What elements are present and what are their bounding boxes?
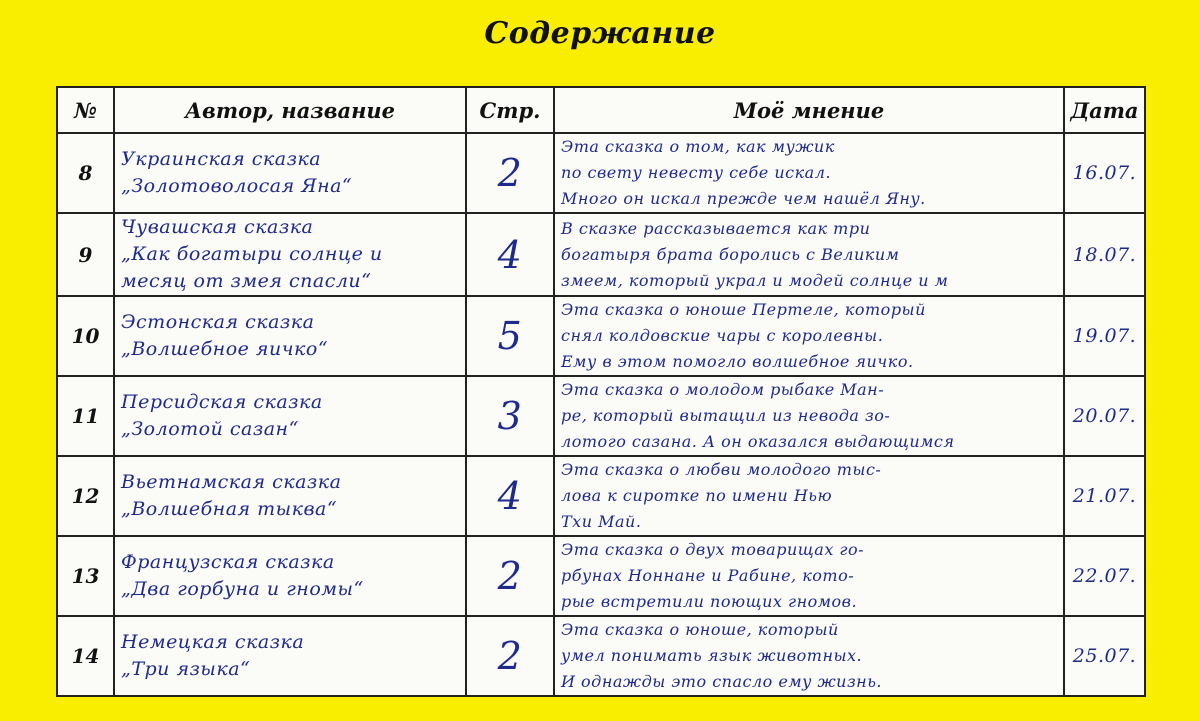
page-cell bbox=[466, 456, 554, 536]
table-row bbox=[57, 296, 1145, 376]
date-value: 25.07. bbox=[1072, 645, 1137, 667]
author-title-cell bbox=[114, 536, 466, 616]
author-title-line: „Золотой сазан“ bbox=[121, 418, 299, 440]
page-cell bbox=[466, 376, 554, 456]
opinion-line: Эта сказка о любви молодого тыс- bbox=[561, 460, 882, 479]
opinion-line: Ему в этом помогло волшебное яичко. bbox=[561, 352, 914, 371]
opinion-line: по свету невесту себе искал. bbox=[561, 163, 831, 182]
row-number: 14 bbox=[57, 616, 114, 696]
date-cell bbox=[1064, 616, 1145, 696]
opinion-line: Эта сказка о двух товарищах го- bbox=[561, 540, 865, 559]
page-number: 4 bbox=[497, 232, 523, 277]
table-row bbox=[57, 456, 1145, 536]
date-cell bbox=[1064, 376, 1145, 456]
author-title-line: „Три языка“ bbox=[121, 658, 251, 680]
header-date: Дата bbox=[1064, 87, 1145, 133]
page-title: Содержание bbox=[484, 16, 716, 51]
table-row bbox=[57, 133, 1145, 213]
date-value: 18.07. bbox=[1072, 243, 1137, 266]
author-title-line: „Два горбуна и гномы“ bbox=[121, 578, 364, 600]
opinion-line: ре, который вытащил из невода зо- bbox=[561, 406, 891, 425]
opinion-line: Эта сказка о юноше Пертеле, который bbox=[561, 300, 926, 319]
opinion-line: Эта сказка о том, как мужик bbox=[561, 137, 835, 156]
opinion-line: богатыря брата боролись с Великим bbox=[561, 244, 900, 264]
date-value: 21.07. bbox=[1072, 485, 1137, 507]
header-page: Стр. bbox=[466, 87, 554, 133]
page-number: 2 bbox=[497, 554, 523, 598]
author-title-line: „Как богатыри солнце и bbox=[121, 243, 383, 265]
date-cell bbox=[1064, 296, 1145, 376]
date-value: 20.07. bbox=[1072, 405, 1137, 427]
row-number: 10 bbox=[57, 296, 114, 376]
opinion-line: Эта сказка о юноше, который bbox=[561, 620, 839, 639]
table-row bbox=[57, 376, 1145, 456]
opinion-line: лотого сазана. А он оказался выдающимся bbox=[561, 432, 955, 451]
header-num: № bbox=[57, 87, 114, 133]
opinion-line: змеем, который украл и модей солнце и м bbox=[561, 270, 949, 290]
author-title-line: Чувашская сказка bbox=[121, 216, 314, 238]
author-title-cell bbox=[114, 456, 466, 536]
row-number: 12 bbox=[57, 456, 114, 536]
author-title-cell bbox=[114, 616, 466, 696]
author-title-line: Украинская сказка bbox=[121, 148, 322, 170]
author-title-line: Персидская сказка bbox=[121, 391, 323, 413]
opinion-cell bbox=[554, 536, 1064, 616]
row-number: 11 bbox=[57, 376, 114, 456]
page-cell bbox=[466, 213, 554, 296]
date-value: 19.07. bbox=[1072, 325, 1137, 347]
opinion-line: И однажды это спасло ему жизнь. bbox=[561, 672, 883, 691]
row-number: 8 bbox=[57, 133, 114, 213]
opinion-cell bbox=[554, 456, 1064, 536]
header-author: Автор, название bbox=[114, 87, 466, 133]
page-number: 5 bbox=[497, 314, 523, 358]
opinion-line: умел понимать язык животных. bbox=[561, 646, 863, 665]
page-number: 2 bbox=[497, 151, 523, 195]
author-title-cell bbox=[114, 133, 466, 213]
date-value: 16.07. bbox=[1072, 162, 1137, 184]
page-number: 2 bbox=[497, 634, 523, 678]
table-row bbox=[57, 536, 1145, 616]
reading-diary-table bbox=[56, 86, 1146, 697]
author-title-line: месяц от змея спасли“ bbox=[121, 270, 372, 292]
page-cell bbox=[466, 616, 554, 696]
date-cell bbox=[1064, 536, 1145, 616]
table-row bbox=[57, 213, 1145, 296]
author-title-line: Немецкая сказка bbox=[121, 631, 305, 653]
opinion-line: Эта сказка о молодом рыбаке Ман- bbox=[561, 380, 885, 399]
opinion-line: рбунах Ноннане и Рабине, кото- bbox=[561, 566, 855, 585]
page-cell bbox=[466, 296, 554, 376]
opinion-line: лова к сиротке по имени Нью bbox=[561, 486, 833, 505]
author-title-cell bbox=[114, 213, 466, 296]
page-number: 3 bbox=[497, 394, 523, 438]
table-header-row bbox=[57, 87, 1145, 133]
date-cell bbox=[1064, 133, 1145, 213]
opinion-cell bbox=[554, 133, 1064, 213]
header-opinion: Моё мнение bbox=[554, 87, 1064, 133]
opinion-cell bbox=[554, 296, 1064, 376]
table-row bbox=[57, 616, 1145, 696]
date-value: 22.07. bbox=[1072, 565, 1137, 587]
author-title-line: Эстонская сказка bbox=[121, 311, 315, 333]
author-title-cell bbox=[114, 296, 466, 376]
opinion-cell bbox=[554, 213, 1064, 296]
opinion-cell bbox=[554, 376, 1064, 456]
author-title-line: Французская сказка bbox=[121, 551, 335, 573]
page-cell bbox=[466, 133, 554, 213]
row-number: 9 bbox=[57, 213, 114, 296]
page-cell bbox=[466, 536, 554, 616]
opinion-line: В сказке рассказывается как три bbox=[561, 218, 871, 238]
page-number: 4 bbox=[497, 474, 523, 518]
opinion-cell bbox=[554, 616, 1064, 696]
date-cell bbox=[1064, 213, 1145, 296]
author-title-line: „Золотоволосая Яна“ bbox=[121, 175, 353, 197]
row-number: 13 bbox=[57, 536, 114, 616]
author-title-line: Вьетнамская сказка bbox=[121, 471, 342, 493]
opinion-line: рые встретили поющих гномов. bbox=[561, 592, 858, 611]
opinion-line: Тхи Май. bbox=[561, 512, 642, 531]
date-cell bbox=[1064, 456, 1145, 536]
author-title-line: „Волшебная тыква“ bbox=[121, 498, 338, 520]
author-title-line: „Волшебное яичко“ bbox=[121, 338, 329, 360]
opinion-line: снял колдовские чары с королевны. bbox=[561, 326, 884, 345]
opinion-line: Много он искал прежде чем нашёл Яну. bbox=[561, 189, 926, 208]
author-title-cell bbox=[114, 376, 466, 456]
